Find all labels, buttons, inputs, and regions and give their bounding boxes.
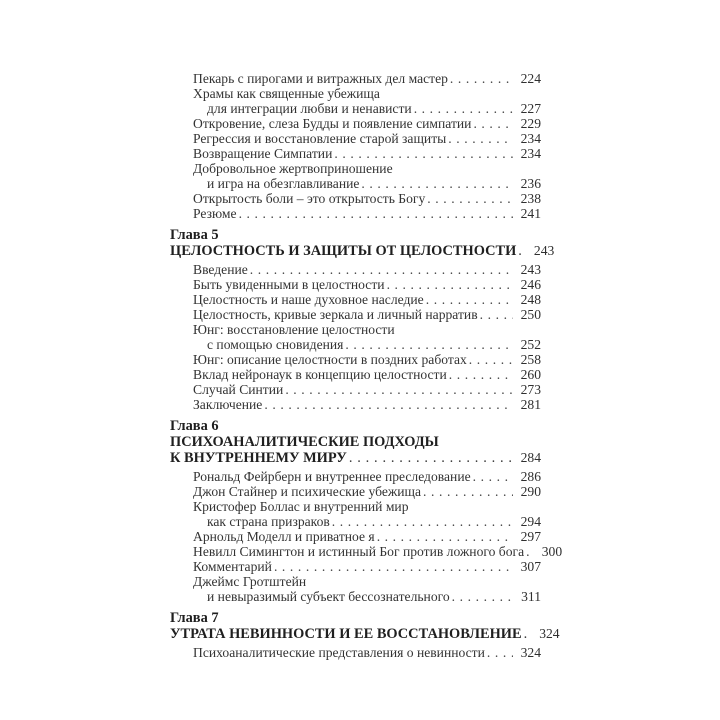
chapter-title	[170, 450, 541, 466]
page-number: 243	[520, 262, 541, 277]
page-number: 238	[520, 191, 541, 206]
toc-entry	[170, 484, 541, 499]
toc-entry-text: Юнг: восстановление целостности	[193, 322, 395, 337]
toc-entry	[170, 529, 541, 544]
toc-entry-text: Психоаналитические представления о невинности	[193, 645, 485, 660]
page-number: 297	[520, 529, 541, 544]
dot-leader	[524, 626, 532, 642]
dot-leader	[334, 146, 513, 161]
dot-leader	[423, 484, 513, 499]
toc-entry-text: Резюме	[193, 206, 237, 221]
toc-entry	[170, 131, 541, 146]
page-number: 294	[520, 514, 541, 529]
section-items	[170, 71, 541, 221]
toc-entry	[170, 352, 541, 367]
toc-entry	[170, 146, 541, 161]
toc-entry-text: Рональд Фейрберн и внутреннее преследование	[193, 469, 471, 484]
dot-leader	[487, 645, 513, 660]
chapter-label: Глава 7	[170, 610, 219, 626]
toc-entry	[170, 469, 541, 484]
toc-entry-text: Невилл Симингтон и истинный Бог против ложного бога	[193, 544, 525, 559]
toc-entry-text: для интеграции любви и ненависти	[207, 101, 412, 116]
toc-entry-text: Откровение, слеза Будды и появление симпатии	[193, 116, 472, 131]
toc-entry-text: Храмы как священные убежища	[193, 86, 380, 101]
page-number: 227	[520, 101, 541, 116]
page-number: 311	[521, 589, 541, 604]
toc-entry-text: Регрессия и восстановление старой защиты	[193, 131, 447, 146]
toc-entry	[170, 589, 541, 604]
chapter-title	[170, 434, 541, 450]
toc-entry-text: Вклад нейронаук в концепцию целостности	[193, 367, 447, 382]
chapter-title	[170, 626, 560, 642]
dot-leader	[239, 206, 513, 221]
dot-leader	[414, 101, 513, 116]
dot-leader	[426, 292, 513, 307]
dot-leader	[480, 307, 513, 322]
page-number: 236	[520, 176, 541, 191]
page-number: 241	[520, 206, 541, 221]
chapter-title-text: ЦЕЛОСТНОСТЬ И ЗАЩИТЫ ОТ ЦЕЛОСТНОСТИ	[170, 243, 517, 259]
dot-leader	[349, 450, 513, 466]
chapter-title-text: ПСИХОАНАЛИТИЧЕСКИЕ ПОДХОДЫ	[170, 434, 439, 450]
page-number: 281	[520, 397, 541, 412]
toc-entry	[170, 277, 541, 292]
toc-entry-text: и игра на обезглавливание	[207, 176, 360, 191]
toc-entry	[170, 382, 541, 397]
toc-entry	[170, 559, 541, 574]
toc-entry	[170, 322, 541, 337]
dot-leader	[264, 397, 513, 412]
dot-leader	[274, 559, 513, 574]
dot-leader	[473, 116, 513, 131]
toc-entry	[170, 161, 541, 176]
dot-leader	[450, 71, 513, 86]
toc-entry	[170, 574, 541, 589]
toc-entry-text: Джеймс Гротштейн	[193, 574, 307, 589]
page-number: 229	[520, 116, 541, 131]
toc-entry-text: Случай Синтии	[193, 382, 284, 397]
page-number: 246	[520, 277, 541, 292]
toc-entry	[170, 71, 541, 86]
toc-entry	[170, 191, 541, 206]
toc-entry-text: Быть увиденными в целостности	[193, 277, 385, 292]
toc-entry	[170, 116, 541, 131]
toc-entry-text: Комментарий	[193, 559, 272, 574]
toc-entry-text: Кристофер Боллас и внутренний мир	[193, 499, 409, 514]
dot-leader	[526, 544, 534, 559]
dot-leader	[361, 176, 513, 191]
page-number: 286	[520, 469, 541, 484]
dot-leader	[377, 529, 513, 544]
page-number: 248	[520, 292, 541, 307]
toc-section	[170, 227, 555, 412]
toc-entry-text: и невыразимый субъект бессознательного	[207, 589, 450, 604]
page-number: 234	[520, 131, 541, 146]
toc-entry	[170, 176, 541, 191]
page-number: 224	[520, 71, 541, 86]
toc-entry	[170, 292, 541, 307]
toc-entry-text: Целостность, кривые зеркала и личный нарратив	[193, 307, 478, 322]
dot-leader	[448, 131, 513, 146]
page-number: 273	[520, 382, 541, 397]
toc-entry-text: Добровольное жертвоприношение	[193, 161, 393, 176]
toc-entry	[170, 645, 541, 660]
dot-leader	[285, 382, 513, 397]
toc-entry	[170, 206, 541, 221]
toc-entry-text: с помощью сновидения	[207, 337, 344, 352]
toc-entry-text: Возвращение Симпатии	[193, 146, 333, 161]
toc-entry-text: Юнг: описание целостности в поздних работах	[193, 352, 467, 367]
toc-entry-text: Введение	[193, 262, 248, 277]
toc-entry	[170, 397, 541, 412]
page-number: 284	[520, 450, 541, 465]
page-number: 234	[520, 146, 541, 161]
dot-leader	[449, 367, 513, 382]
dot-leader	[345, 337, 513, 352]
dot-leader	[473, 469, 513, 484]
page-number: 243	[533, 243, 555, 258]
section-items	[170, 469, 563, 604]
toc-entry	[170, 367, 541, 382]
page-number: 258	[520, 352, 541, 367]
section-items	[170, 645, 541, 660]
page-number: 252	[520, 337, 541, 352]
chapter-title-text: К ВНУТРЕННЕМУ МИРУ	[170, 450, 347, 466]
chapter-title-text: УТРАТА НЕВИННОСТИ И ЕЕ ВОССТАНОВЛЕНИЕ	[170, 626, 522, 642]
dot-leader	[332, 514, 513, 529]
dot-leader	[387, 277, 513, 292]
dot-leader	[427, 191, 513, 206]
chapter-title	[170, 243, 555, 259]
toc-entry	[170, 514, 541, 529]
dot-leader	[469, 352, 513, 367]
page-number: 300	[541, 544, 563, 559]
toc-entry	[170, 86, 541, 101]
chapter-label: Глава 5	[170, 227, 219, 243]
toc-entry	[170, 262, 541, 277]
toc-section	[170, 418, 563, 604]
toc-entry-text: Арнольд Моделл и приватное я	[193, 529, 375, 544]
page-number: 260	[520, 367, 541, 382]
dot-leader	[452, 589, 513, 604]
toc-entry-text: Целостность и наше духовное наследие	[193, 292, 424, 307]
toc-entry	[170, 544, 563, 559]
toc-section	[170, 71, 541, 221]
dot-leader	[518, 243, 526, 259]
toc-entry-text: как страна призраков	[207, 514, 330, 529]
toc-entry	[170, 101, 541, 116]
page-number: 324	[520, 645, 541, 660]
page-number: 324	[539, 626, 560, 641]
page-number: 307	[520, 559, 541, 574]
toc-entry	[170, 499, 541, 514]
toc-section	[170, 610, 560, 660]
dot-leader	[250, 262, 513, 277]
toc-entry-text: Пекарь с пирогами и витражных дел мастер	[193, 71, 448, 86]
toc-entry	[170, 307, 541, 322]
section-items	[170, 262, 541, 412]
toc-entry-text: Открытость боли – это открытость Богу	[193, 191, 426, 206]
page-number: 250	[520, 307, 541, 322]
table-of-contents	[170, 71, 563, 660]
chapter-label: Глава 6	[170, 418, 219, 434]
toc-entry	[170, 337, 541, 352]
toc-entry-text: Заключение	[193, 397, 263, 412]
toc-entry-text: Джон Стайнер и психические убежища	[193, 484, 422, 499]
page-number: 290	[520, 484, 541, 499]
